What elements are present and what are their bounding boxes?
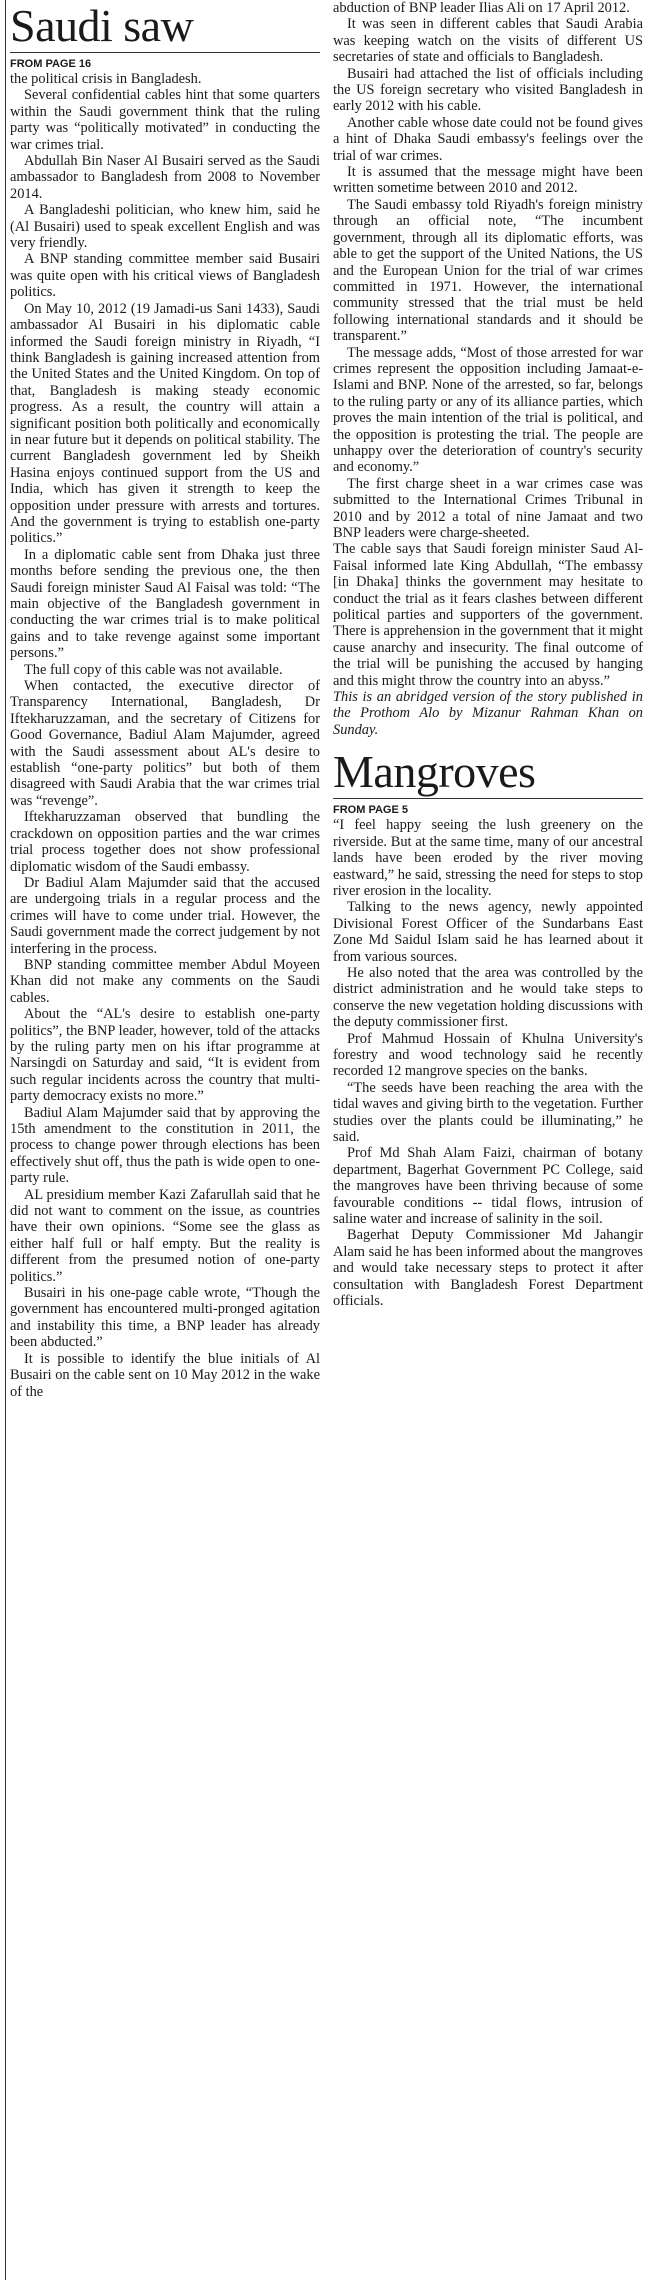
- paragraph: The cable says that Saudi foreign minister Saud Al-Faisal informed late King Abdullah, “The embassy [in Dhaka] thinks the government may hesitate to conduct the trial as it fears clashes between different political parties and supporters of the government. There is apprehension in the government that it might cause anarchy and insecurity. The final outcome of the trial will be punishing the accused by hanging and this might throw the country into an abyss.”: [333, 541, 643, 689]
- paragraph: Another cable whose date could not be found gives a hint of Dhaka Saudi embassy's feelings over the trial of war crimes.: [333, 114, 643, 164]
- paragraph: AL presidium member Kazi Zafarullah said that he did not want to comment on the issue, as countries have their own opinions. “Some see the glass as either half full or half empty. But the reality is different from the presumed notion of one-party politics.”: [10, 1186, 320, 1285]
- headline-rule: [10, 52, 320, 53]
- paragraph: Bagerhat Deputy Commissioner Md Jahangir Alam said he has been informed about the mangroves and would take necessary steps to protect it after consultation with Bangladesh Forest Department officials.: [333, 1227, 643, 1310]
- paragraph: Prof Mahmud Hossain of Khulna University's forestry and wood technology said he recently recorded 12 mangrove species on the banks.: [333, 1030, 643, 1080]
- paragraph: Abdullah Bin Naser Al Busairi served as the Saudi ambassador to Bangladesh from 2008 to November 2014.: [10, 153, 320, 202]
- paragraph: Busairi in his one-page cable wrote, “Though the government has encountered multi-pronged agitation and instability this time, a BNP leader has already been abducted.”: [10, 1285, 320, 1351]
- paragraph: Badiul Alam Majumder said that by approving the 15th amendment to the constitution in 2011, the process to change power through elections has been effectively shut off, thus the path is wide open to one-party rule.: [10, 1104, 320, 1187]
- paragraph: Iftekharuzzaman observed that bundling the crackdown on opposition parties and the war crimes trial process together does not show professional diplomatic wisdom of the Saudi embassy.: [10, 809, 320, 875]
- article-headline: Mangroves: [333, 746, 536, 798]
- paragraph: The message adds, “Most of those arrested for war crimes represent the opposition including Jamaat-e-Islami and BNP. None of the arrested, so far, belongs to the ruling party or any of its alliance parties, which proves the main intention of the trial is political, and the opposition is protesting the trial. The people are unhappy over the deterioration of country's security and economy.”: [333, 344, 643, 476]
- paragraph: A BNP standing committee member said Busairi was quite open with his critical views of Bangladesh politics.: [10, 251, 320, 301]
- paragraph: Prof Md Shah Alam Faizi, chairman of botany department, Bagerhat Government PC College, said the mangroves have been thriving because of some favourable conditions -- tidal flows, intrusion of saline water and increase of salinity in the soil.: [333, 1145, 643, 1228]
- paragraph: abduction of BNP leader Ilias Ali on 17 April 2012.: [333, 0, 630, 16]
- jump-line: FROM PAGE 16: [10, 58, 92, 70]
- paragraph: the political crisis in Bangladesh.: [10, 71, 202, 87]
- paragraph: A Bangladeshi politician, who knew him, said he (Al Busairi) used to speak excellent English and was very friendly.: [10, 202, 320, 252]
- article-headline: Saudi saw: [10, 0, 194, 51]
- paragraph: BNP standing committee member Abdul Moyeen Khan did not make any comments on the Saudi cables.: [10, 956, 320, 1006]
- paragraph: When contacted, the executive director of Transparency International, Bangladesh, Dr Iftekharuzzaman, and the secretary of Citizens for Good Governance, Badiul Alam Majumder, agreed with the Saudi assessment about AL's desire to establish “one-party politics” but both of them disagreed with Saudi Arabia that the war crimes trial was “revenge”.: [10, 678, 320, 809]
- paragraph: It is assumed that the message might have been written sometime between 2010 and 2012.: [333, 164, 643, 197]
- paragraph: “I feel happy seeing the lush greenery on the riverside. But at the same time, many of our ancestral lands have been eroded by the river moving eastward,” he said, stressing the need for steps to stop river erosion in the locality.: [333, 817, 643, 899]
- paragraph: The Saudi embassy told Riyadh's foreign ministry through an official note, “The incumbent government, through all its diplomatic efforts, was able to get the support of the United Nations, the US and the European Union for the trial of war crimes committed in 1971. However, the international community stressed that the trial must be held following international standards and it should be transparent.”: [333, 196, 643, 345]
- paragraph: Several confidential cables hint that some quarters within the Saudi government think that the ruling party was “politically motivated” in conducting the war crimes trial.: [10, 87, 320, 153]
- jump-line: FROM PAGE 5: [333, 804, 408, 817]
- paragraph: The full copy of this cable was not available.: [24, 661, 283, 678]
- paragraph: The first charge sheet in a war crimes case was submitted to the International Crimes Tribunal in 2010 and by 2012 a total of nine Jamaat and two BNP leaders were charge-sheeted.: [333, 475, 643, 541]
- paragraph: It is possible to identify the blue initials of Al Busairi on the cable sent on 10 May 2012 in the wake of the: [10, 1350, 320, 1400]
- paragraph: About the “AL's desire to establish one-party politics”, the BNP leader, however, told of the attacks by the ruling party men on his iftar programme at Narsingdi on Saturday and said, “It is evident from such regular incidents across the country that multi-party democracy exists no more.”: [10, 1006, 320, 1105]
- paragraph: Talking to the news agency, newly appointed Divisional Forest Officer of the Sundarbans East Zone Md Saidul Islam said he has learned about it from various sources.: [333, 899, 643, 965]
- paragraph: He also noted that the area was controlled by the district administration and he would take steps to conserve the new vegetation holding discussions with the deputy commissioner first.: [333, 964, 643, 1031]
- paragraph: Dr Badiul Alam Majumder said that the accused are undergoing trials in a regular process and the crimes will have to come under trial. However, the Saudi government made the correct judgement by not interfering in the process.: [10, 874, 320, 957]
- column-rule: [5, 0, 6, 2280]
- paragraph: It was seen in different cables that Saudi Arabia was keeping watch on the visits of different US secretaries of state and officials to Bangladesh.: [333, 16, 643, 66]
- paragraph: Busairi had attached the list of officials including the US foreign secretary who visited Bangladesh in early 2012 with his cable.: [333, 65, 643, 115]
- headline-rule: [333, 798, 643, 799]
- story-credit: This is an abridged version of the story published in the Prothom Alo by Mizanur Rahman Khan on Sunday.: [333, 689, 643, 738]
- mangroves-article: [333, 746, 643, 1309]
- left-column: [10, 0, 320, 1400]
- paragraph: In a diplomatic cable sent from Dhaka just three months before sending the previous one, the then Saudi foreign minister Saud Al Faisal was told: “The main objective of the Bangladesh government in conducting the war crimes trial is to make political gains and to take revenge against some important persons.”: [10, 546, 320, 662]
- right-column: [333, 0, 643, 1309]
- paragraph: “The seeds have been reaching the area with the tidal waves and giving birth to the vegetation. Further studies over the plants could be illuminating,” he said.: [333, 1079, 643, 1145]
- paragraph: On May 10, 2012 (19 Jamadi-us Sani 1433), Saudi ambassador Al Busairi in his diplomatic cable informed the Saudi foreign ministry in Riyadh, “I think Bangladesh is gaining increased attention from the United States and the United Kingdom. On top of that, Bangladesh is making steady economic progress. As a result, the country will attain a significant position both politically and economically in near future but it depends on political stability. The current Bangladesh government led by Sheikh Hasina enjoys continued support from the US and India, which has given it strength to keep the opposition under pressure with arrests and tortures. And the government is trying to establish one-party politics.”: [10, 300, 320, 547]
